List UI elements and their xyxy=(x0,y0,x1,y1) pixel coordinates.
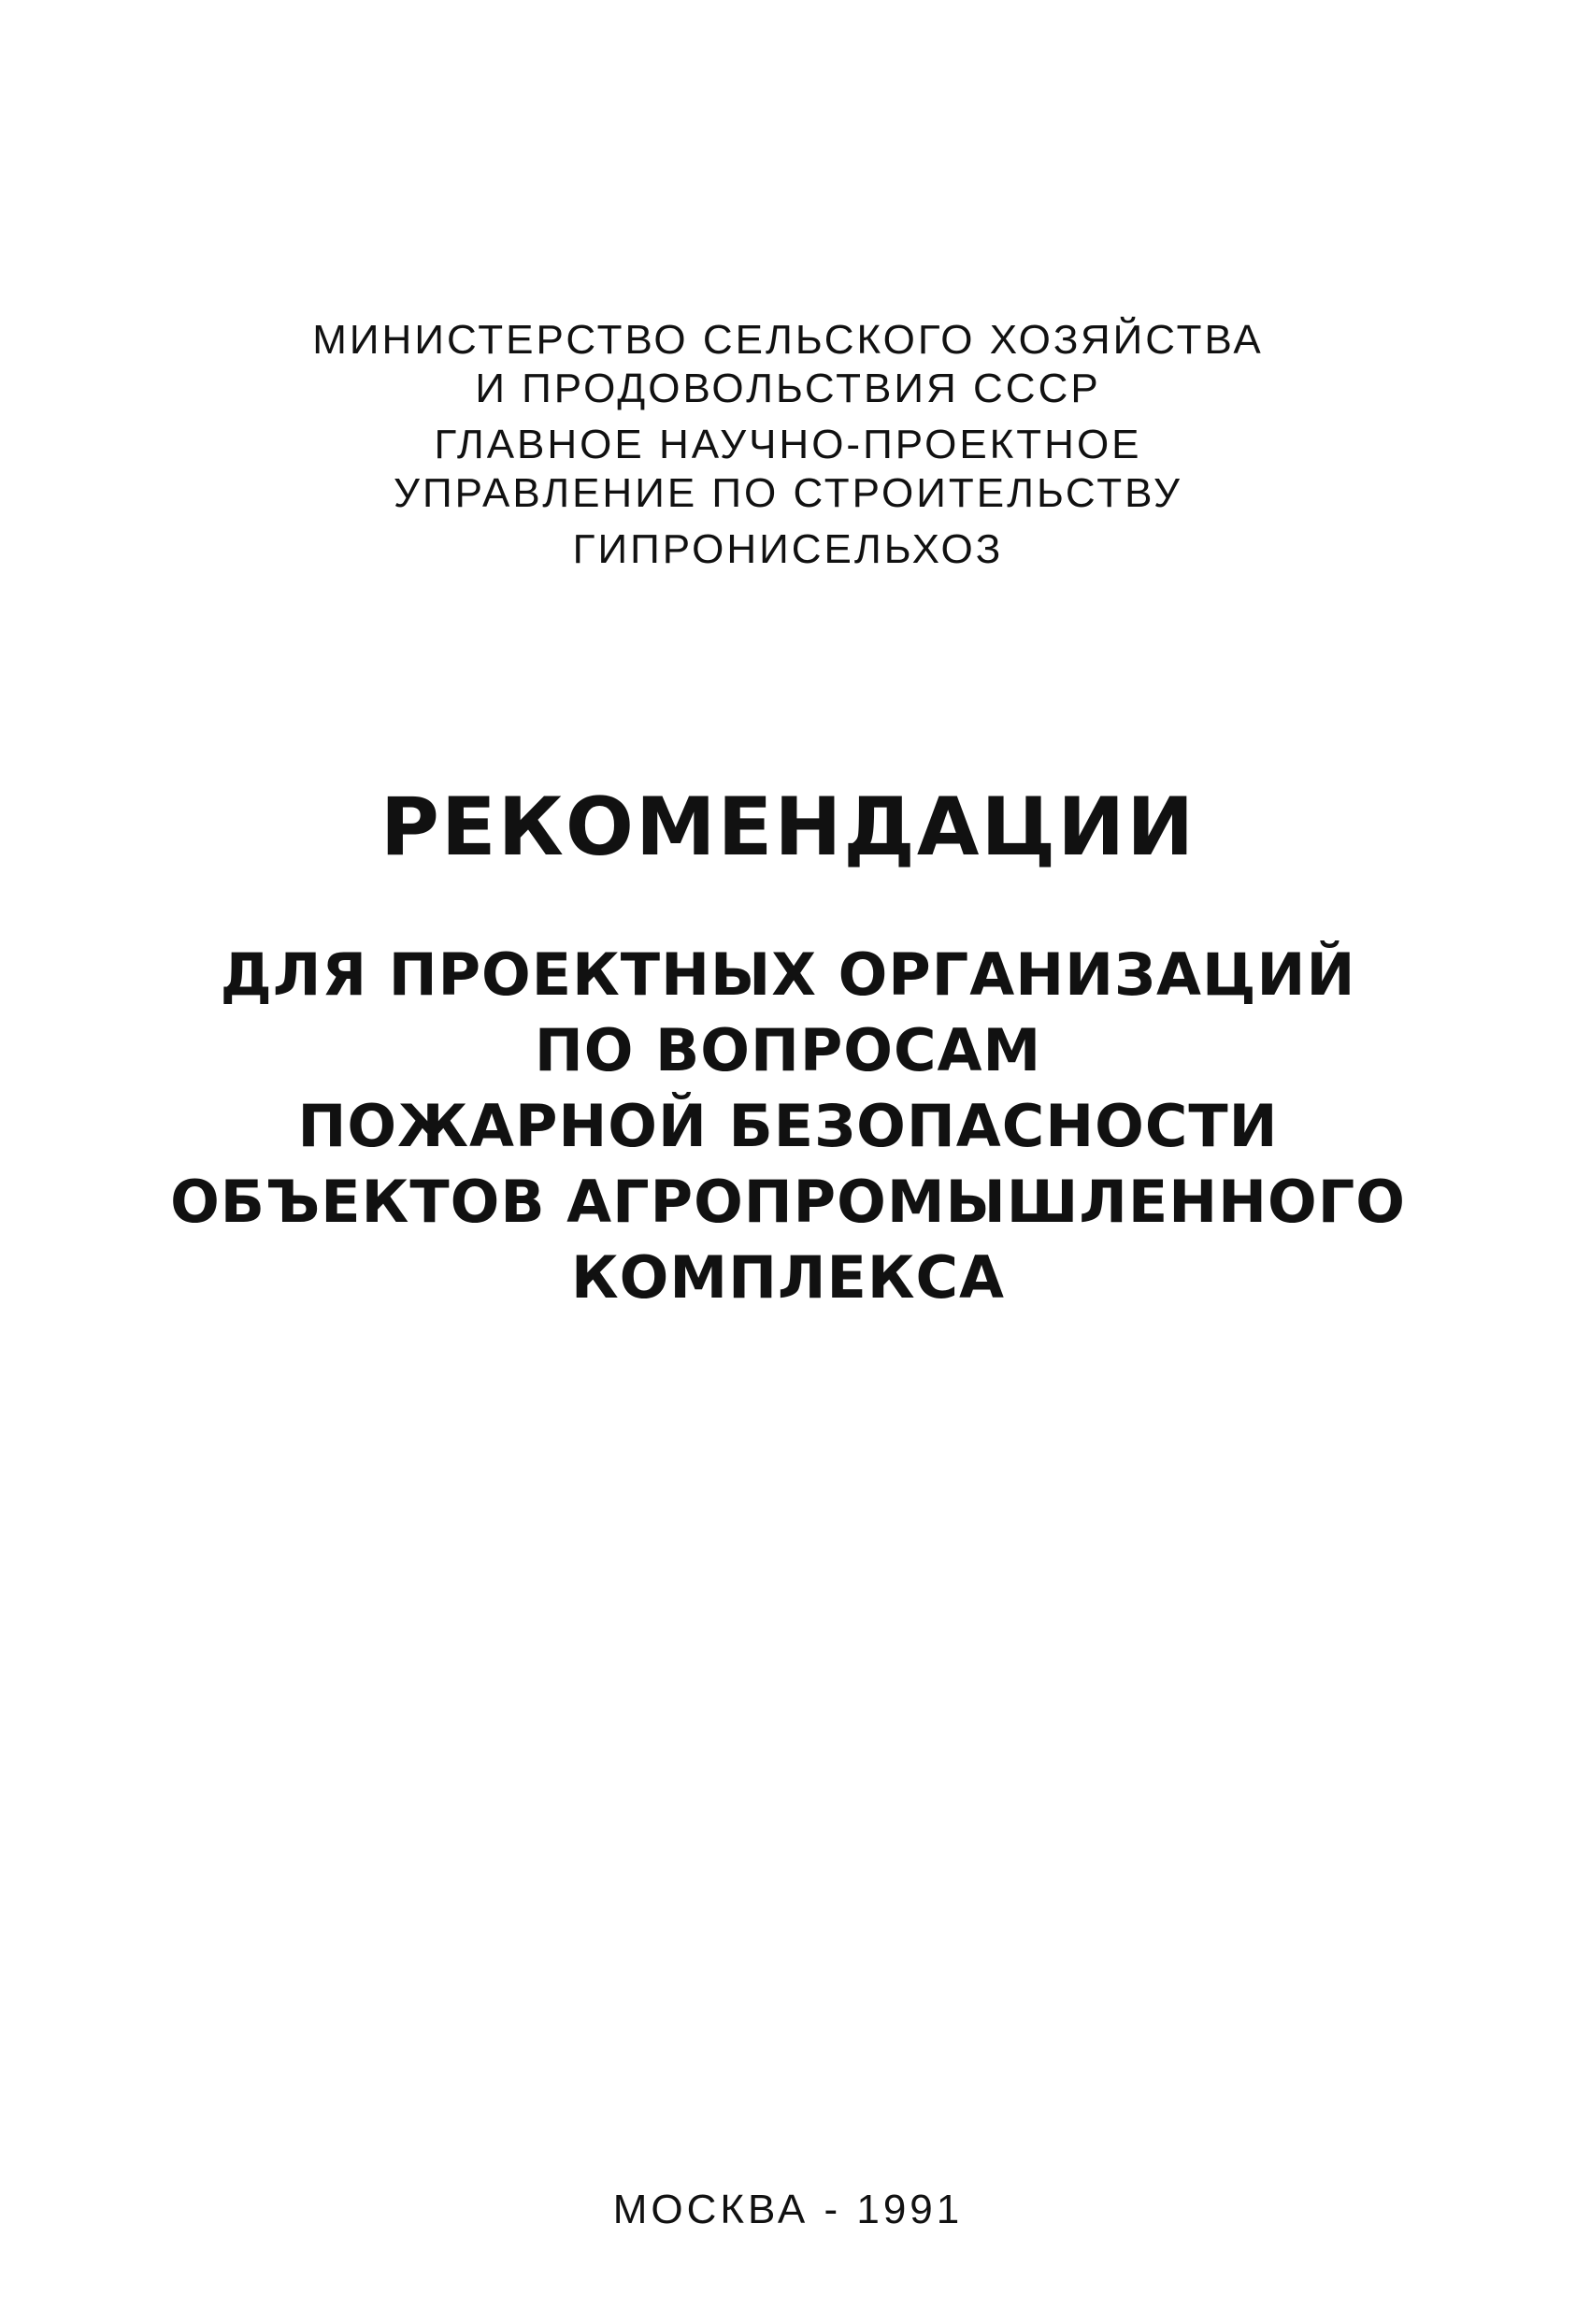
subtitle-line: ПО ВОПРОСАМ xyxy=(534,1016,1042,1084)
imprint-place-year: МОСКВА - 1991 xyxy=(612,2187,964,2232)
department-line-1: ГЛАВНОЕ НАУЧНО-ПРОЕКТНОЕ xyxy=(434,422,1142,467)
header-spacer xyxy=(0,413,1576,421)
header-spacer xyxy=(0,518,1576,525)
institute-name: ГИПРОНИСЕЛЬХОЗ xyxy=(572,526,1004,572)
subtitle-line: ПОЖАРНОЙ БЕЗОПАСНОСТИ xyxy=(297,1092,1279,1160)
organization-header xyxy=(0,316,1576,574)
ministry-line-2: И ПРОДОВОЛЬСТВИЯ СССР xyxy=(475,366,1101,411)
document-title: РЕКОМЕНДАЦИИ xyxy=(380,781,1196,874)
subtitle-line: ОБЪЕКТОВ АГРОПРОМЫШЛЕННОГО xyxy=(170,1168,1406,1236)
department-line-2: УПРАВЛЕНИЕ ПО СТРОИТЕЛЬСТВУ xyxy=(394,470,1182,516)
document-subtitle xyxy=(0,937,1576,1315)
subtitle-line: КОМПЛЕКСА xyxy=(571,1243,1005,1312)
subtitle-line: ДЛЯ ПРОЕКТНЫХ ОРГАНИЗАЦИЙ xyxy=(220,940,1356,1009)
ministry-line-1: МИНИСТЕРСТВО СЕЛЬСКОГО ХОЗЯЙСТВА xyxy=(312,317,1264,363)
